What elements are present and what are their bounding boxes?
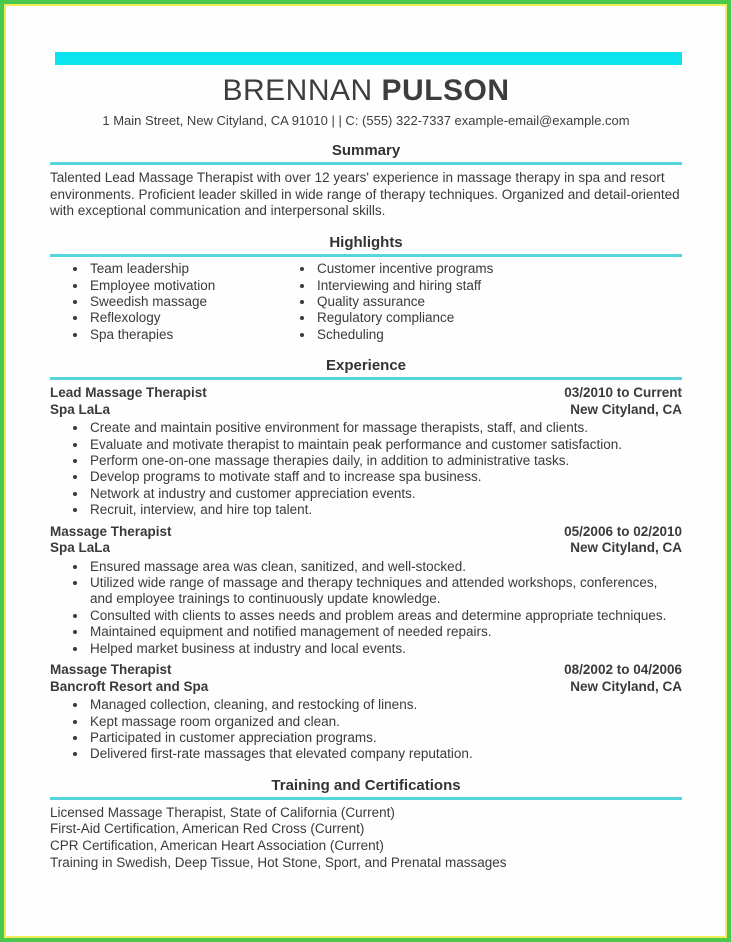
job-bullet-item: • Network at industry and customer appreciation events. <box>88 486 682 502</box>
job-entry-1 <box>50 385 682 518</box>
highlight-item: • Interviewing and hiring staff <box>315 278 682 294</box>
job-company-row <box>50 540 682 557</box>
highlight-item: • Spa therapies <box>88 327 277 343</box>
highlight-item: • Quality assurance <box>315 294 682 310</box>
experience-section <box>50 357 682 763</box>
job-company: Spa LaLa <box>50 540 111 556</box>
experience-heading: Experience <box>325 357 407 375</box>
job-bullet-item: • Participated in customer appreciation programs. <box>88 730 682 746</box>
highlight-item: • Reflexology <box>88 310 277 326</box>
summary-heading: Summary <box>331 142 401 159</box>
resume-header <box>50 74 682 128</box>
highlights-column-1 <box>50 261 277 343</box>
highlight-item: • Employee motivation <box>88 278 277 294</box>
job-title: Massage Therapist <box>50 662 172 678</box>
job-bullet-item: • Create and maintain positive environment for massage therapists, staff, and clients. <box>88 420 682 436</box>
job-title: Lead Massage Therapist <box>50 385 207 401</box>
job-title-row <box>50 385 682 402</box>
job-bullet-item: • Develop programs to motivate staff and to increase spa business. <box>88 469 682 485</box>
highlight-item: • Scheduling <box>315 327 682 343</box>
certification-list <box>50 805 682 871</box>
job-entry-2 <box>50 524 682 657</box>
highlights-heading: Highlights <box>329 234 403 252</box>
job-entry-3 <box>50 662 682 763</box>
highlights-column-2 <box>277 261 682 343</box>
highlights-section <box>50 234 682 343</box>
certification-item: Licensed Massage Therapist, State of California (Current) <box>50 804 395 820</box>
job-company-row <box>50 402 682 419</box>
job-title-row <box>50 662 682 679</box>
highlight-item: • Sweedish massage <box>88 294 277 310</box>
section-divider <box>50 797 682 800</box>
job-bullet-item: • Managed collection, cleaning, and restocking of linens. <box>88 697 682 713</box>
resume-inner-frame <box>4 4 727 938</box>
job-bullets <box>50 697 682 763</box>
candidate-first-name: BRENNAN <box>222 74 373 107</box>
job-location: New Cityland, CA <box>570 401 682 417</box>
job-dates: 08/2002 to 04/2006 <box>564 662 682 678</box>
job-dates: 03/2010 to Current <box>564 385 682 401</box>
contact-line: 1 Main Street, New Cityland, CA 91010 | | C: (555) 322-7337 example-email@example.com <box>102 113 630 128</box>
job-location: New Cityland, CA <box>570 540 682 556</box>
job-bullet-item: • Recruit, interview, and hire top talent. <box>88 502 682 518</box>
training-heading: Training and Certifications <box>271 776 461 794</box>
section-divider <box>50 377 682 380</box>
job-company: Bancroft Resort and Spa <box>50 678 209 694</box>
candidate-last-name: PULSON <box>381 74 510 107</box>
job-bullet-item: • Maintained equipment and notified management of needed repairs. <box>88 624 682 640</box>
highlights-columns <box>50 261 682 343</box>
job-bullet-item: • Helped market business at industry and local events. <box>88 641 682 657</box>
summary-section <box>50 142 682 220</box>
highlight-item: • Regulatory compliance <box>315 310 682 326</box>
job-bullet-item: • Kept massage room organized and clean. <box>88 714 682 730</box>
job-bullet-item: • Perform one-on-one massage therapies daily, in addition to administrative tasks. <box>88 453 682 469</box>
job-bullet-item: • Ensured massage area was clean, sanitized, and well-stocked. <box>88 559 682 575</box>
job-dates: 05/2006 to 02/2010 <box>564 523 682 539</box>
training-section <box>50 777 682 871</box>
certification-item: CPR Certification, American Heart Association (Current) <box>50 837 384 853</box>
job-company: Spa LaLa <box>50 401 111 417</box>
job-bullet-item: • Delivered first-rate massages that elevated company reputation. <box>88 746 682 762</box>
job-company-row <box>50 679 682 696</box>
section-divider <box>50 162 682 165</box>
certification-item: Training in Swedish, Deep Tissue, Hot Stone, Sport, and Prenatal massages <box>50 854 507 870</box>
highlight-item: • Customer incentive programs <box>315 261 682 277</box>
job-title: Massage Therapist <box>50 523 172 539</box>
summary-text: Talented Lead Massage Therapist with over 12 years' experience in massage therapy in spa and resort environments. Proficient leader skilled in wide range of therapy techniques. Organized and detail-oriented with exceptional communication and interpersonal skills. <box>50 170 680 219</box>
certification-item: First-Aid Certification, American Red Cross (Current) <box>50 821 365 837</box>
job-bullets <box>50 559 682 657</box>
job-bullets <box>50 420 682 518</box>
job-location: New Cityland, CA <box>570 678 682 694</box>
job-title-row <box>50 524 682 541</box>
top-accent-bar <box>55 52 682 65</box>
section-divider <box>50 254 682 257</box>
job-bullet-item: • Utilized wide range of massage and therapy techniques and attended workshops, conferences, and employee trainings to continuously update knowledge. <box>88 575 682 608</box>
candidate-name <box>50 74 682 108</box>
job-bullet-item: • Consulted with clients to asses needs and problem areas and determine appropriate techniques. <box>88 608 682 624</box>
job-bullet-item: • Evaluate and motivate therapist to maintain peak performance and customer satisfaction. <box>88 437 682 453</box>
highlight-item: • Team leadership <box>88 261 277 277</box>
